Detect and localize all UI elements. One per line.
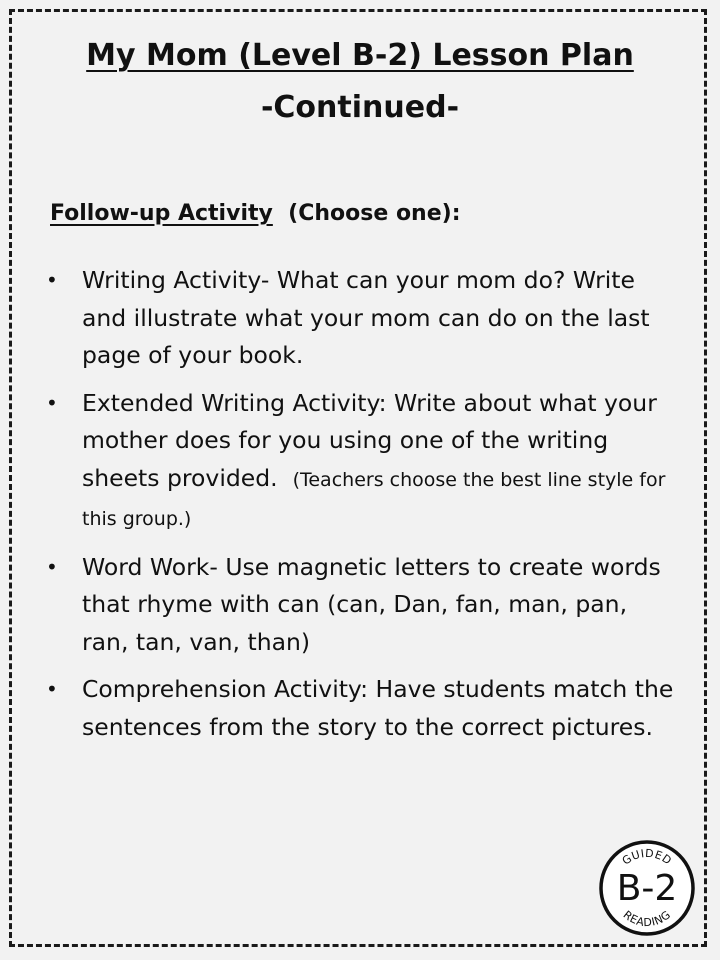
bullet-icon: • [46, 268, 58, 292]
logo-level-text: B-2 [616, 868, 678, 909]
list-item [40, 549, 680, 662]
list-item-text: Word Work- Use magnetic letters to create words that rhyme with can (can, Dan, fan, man, pan, ran, tan, van, than) [82, 552, 661, 656]
list-item-text: Comprehension Activity: Have students match the sentences from the story to the correct pictures. [82, 675, 674, 741]
logo-top-text: GUIDED [619, 846, 675, 868]
bullet-icon: • [46, 390, 58, 415]
activity-list [40, 262, 680, 756]
activity-heading-label: Follow-up Activity [50, 201, 273, 226]
list-item [40, 262, 680, 375]
bullet-icon: • [46, 554, 58, 579]
list-item [40, 671, 680, 746]
list-item-text: Extended Writing Activity: Write about what your mother does for you using one of the writing sheets provided. [82, 388, 657, 492]
page-subtitle: -Continued- [260, 90, 460, 125]
activity-heading-qualifier: (Choose one): [288, 201, 461, 226]
list-item-text: Writing Activity- What can your mom do? Write and illustrate what your mom can do on the last page of your book. [82, 266, 650, 369]
logo-bottom-text: READING [620, 908, 674, 930]
bullet-icon: • [46, 677, 58, 701]
list-item [40, 385, 680, 539]
list-item-note: (Teachers choose the best line style for this group.) [82, 468, 666, 530]
guided-reading-logo [597, 838, 697, 938]
activity-heading [50, 199, 461, 229]
page-title: My Mom (Level B-2) Lesson Plan [86, 38, 634, 73]
